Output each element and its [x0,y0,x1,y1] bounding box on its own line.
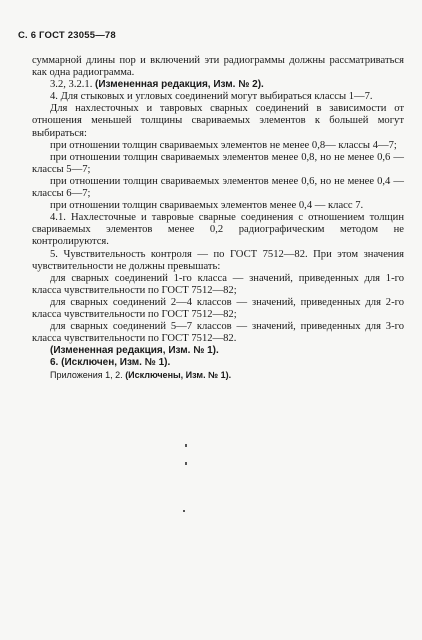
paragraph-ratio-04: при отношении толщин свариваемых элементов менее 0,6, но не менее 0,4 — классы 6—7; [32,175,404,200]
scan-speck [185,444,187,447]
paragraph-ratio-below-04: при отношении толщин свариваемых элементов менее 0,4 — класс 7. [50,200,364,212]
appendix-label: Приложения 1, 2. [50,370,123,381]
clause-number: 3.2, 3.2.1. [50,79,93,91]
paragraph-4: 4. Для стыковых и угловых соединений могут выбираться классы 1—7. [50,91,373,103]
paragraph-ratio-08: при отношении толщин свариваемых элементов не менее 0,8— классы 4—7; [50,139,397,151]
paragraph-3-2 [32,79,404,91]
paragraph-class-2-4: для сварных соединений 2—4 классов — значений, приведенных для 2-го класса чувствительности по ГОСТ 7512—82; [32,296,404,320]
scan-speck [183,510,185,512]
appendix-note [32,369,404,381]
paragraph-ratio-06: при отношении толщин свариваемых элементов менее 0,8, но не менее 0,6 — классы 5—7; [32,151,404,175]
scan-speck [185,462,187,465]
paragraph-class-5-7: для сварных соединений 5—7 классов — значений, приведенных для 3-го класса чувствительности по ГОСТ 7512—82. [32,321,404,345]
paragraph-4-1: 4.1. Нахлесточные и тавровые сварные соединения с отношением толщин свариваемых элементов менее 0,2 радиографическим методом не контролируются. [32,212,404,248]
document-body [32,55,404,382]
appendix-excluded: (Исключены, Изм. № 1). [125,370,232,381]
paragraph-6-excluded: 6. (Исключен, Изм. № 1). [50,357,171,369]
paragraph-continuation: суммарной длины пор и включений эти радиограммы должны рассматриваться как одна радиограмма. [32,55,404,79]
amendment-note-1: (Измененная редакция, Изм. № 1). [50,345,219,357]
paragraph-5: 5. Чувствительность контроля — по ГОСТ 7512—82. При этом значения чувствительности не должны превышать: [32,248,404,272]
amendment-note: (Измененная редакция, Изм. № 2). [95,79,264,91]
paragraph-class-1: для сварных соединений 1-го класса — значений, приведенных для 1-го класса чувствительности по ГОСТ 7512—82; [32,272,404,296]
paragraph-4-intro: Для нахлесточных и тавровых сварных соединений в зависимости от отношения меньшей толщины свариваемых элементов к большей могут выбираться: [32,103,404,139]
page-header: С. 6 ГОСТ 23055—78 [18,30,116,41]
